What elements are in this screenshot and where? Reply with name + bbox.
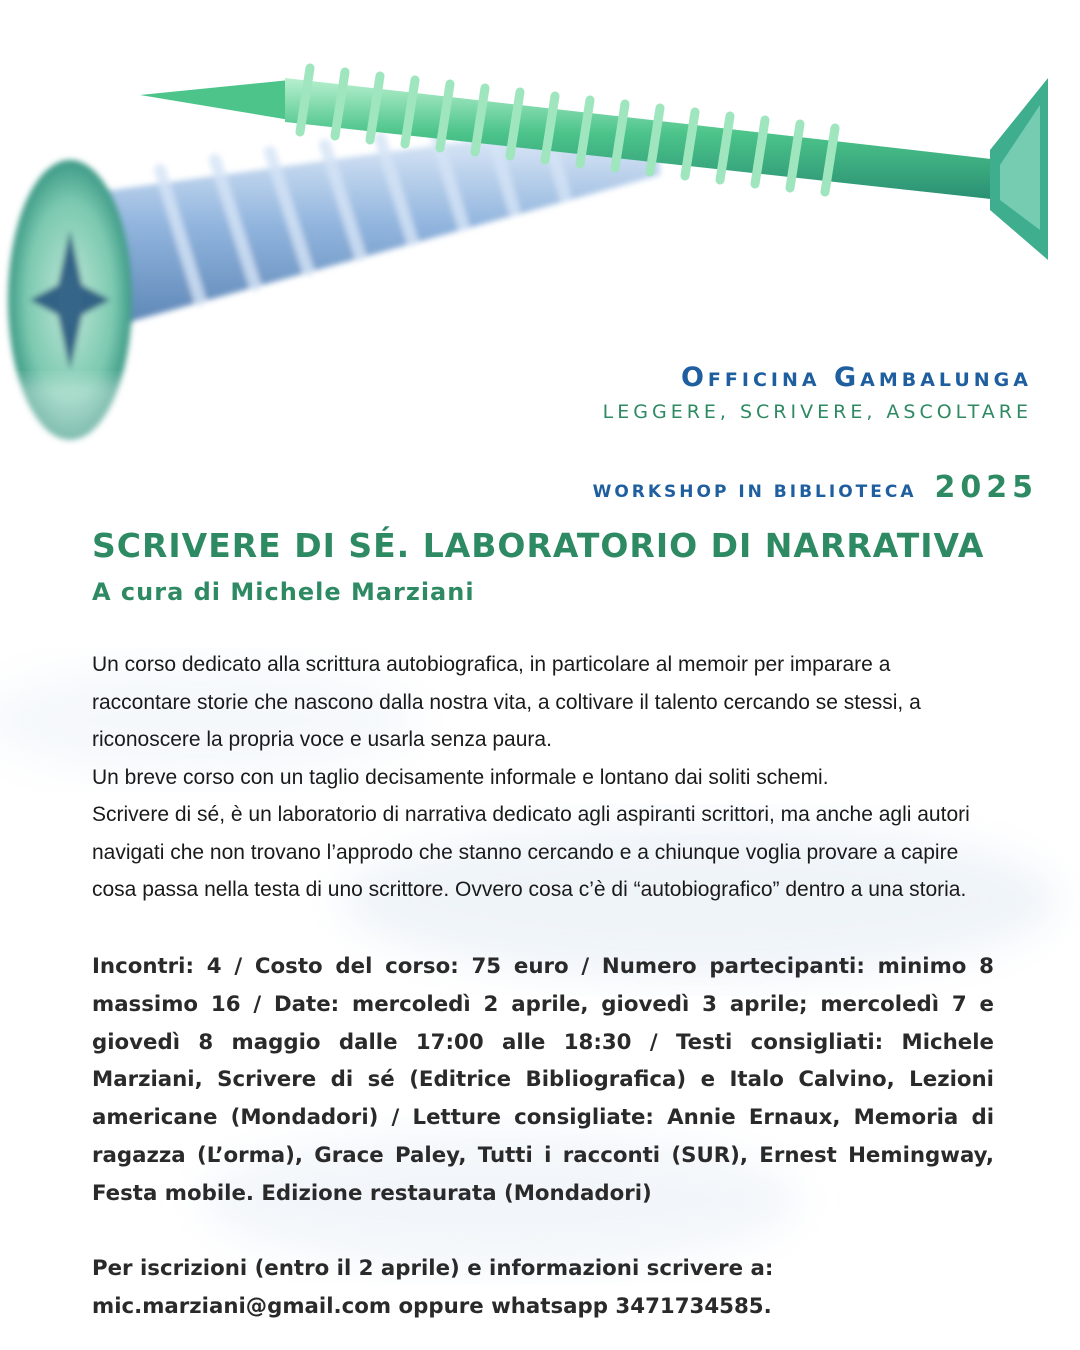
workshop-year: 2025	[934, 470, 1038, 505]
brand-block	[603, 362, 1032, 423]
brand-subtitle: LEGGERE, SCRIVERE, ASCOLTARE	[602, 401, 1032, 423]
course-curator: A cura di Michele Marziani	[92, 578, 475, 606]
contact-info	[92, 1250, 994, 1326]
contact-line-1: Per iscrizioni (entro il 2 aprile) e informazioni scrivere a:	[92, 1256, 774, 1281]
course-description	[92, 646, 994, 909]
description-paragraph-3: Scrivere di sé, è un laboratorio di narrativa dedicato agli aspiranti scrittori, ma anche agli autori navigati che non trovano l’approdo che stanno cercando e a chiunque voglia provare a capire cosa passa nella testa di uno scrittore. Ovvero cosa c’è di “autobiografico” dentro a una storia.	[92, 803, 970, 901]
contact-line-2: mic.marziani@gmail.com oppure whatsapp 3471734585.	[92, 1293, 772, 1319]
workshop-line	[593, 470, 1038, 505]
description-paragraph-2: Un breve corso con un taglio decisamente informale e lontano dai soliti schemi.	[92, 765, 829, 789]
course-details: Incontri: 4 / Costo del corso: 75 euro / Numero partecipanti: minimo 8 massimo 16 / Date: mercoledì 2 aprile, giovedì 3 aprile; mercoledì 7 e giovedì 8 maggio dalle 17:00 alle 18:30 / Testi consigliati: Michele Marziani, Scrivere di sé (Editrice Bibliografica) e Italo Calvino, Lezioni americane (Mondadori) / Letture consigliate: Annie Ernaux, Memoria di ragazza (L’orma), Grace Paley, Tutti i racconti (SUR), Ernest Hemingway, Festa mobile. Edizione restaurata (Mondadori)	[92, 954, 994, 1206]
workshop-label: WORKSHOP IN BIBLIOTECA	[592, 482, 917, 502]
brand-title: Officina Gambalunga	[680, 362, 1032, 393]
course-title: SCRIVERE DI SÉ. LABORATORIO DI NARRATIVA	[92, 526, 985, 565]
description-paragraph-1: Un corso dedicato alla scrittura autobiografica, in particolare al memoir per imparare a raccontare storie che nascono dalla nostra vita, a coltivare il talento cercando se stessi, a riconoscere la propria voce e usarla senza paura.	[92, 653, 921, 751]
